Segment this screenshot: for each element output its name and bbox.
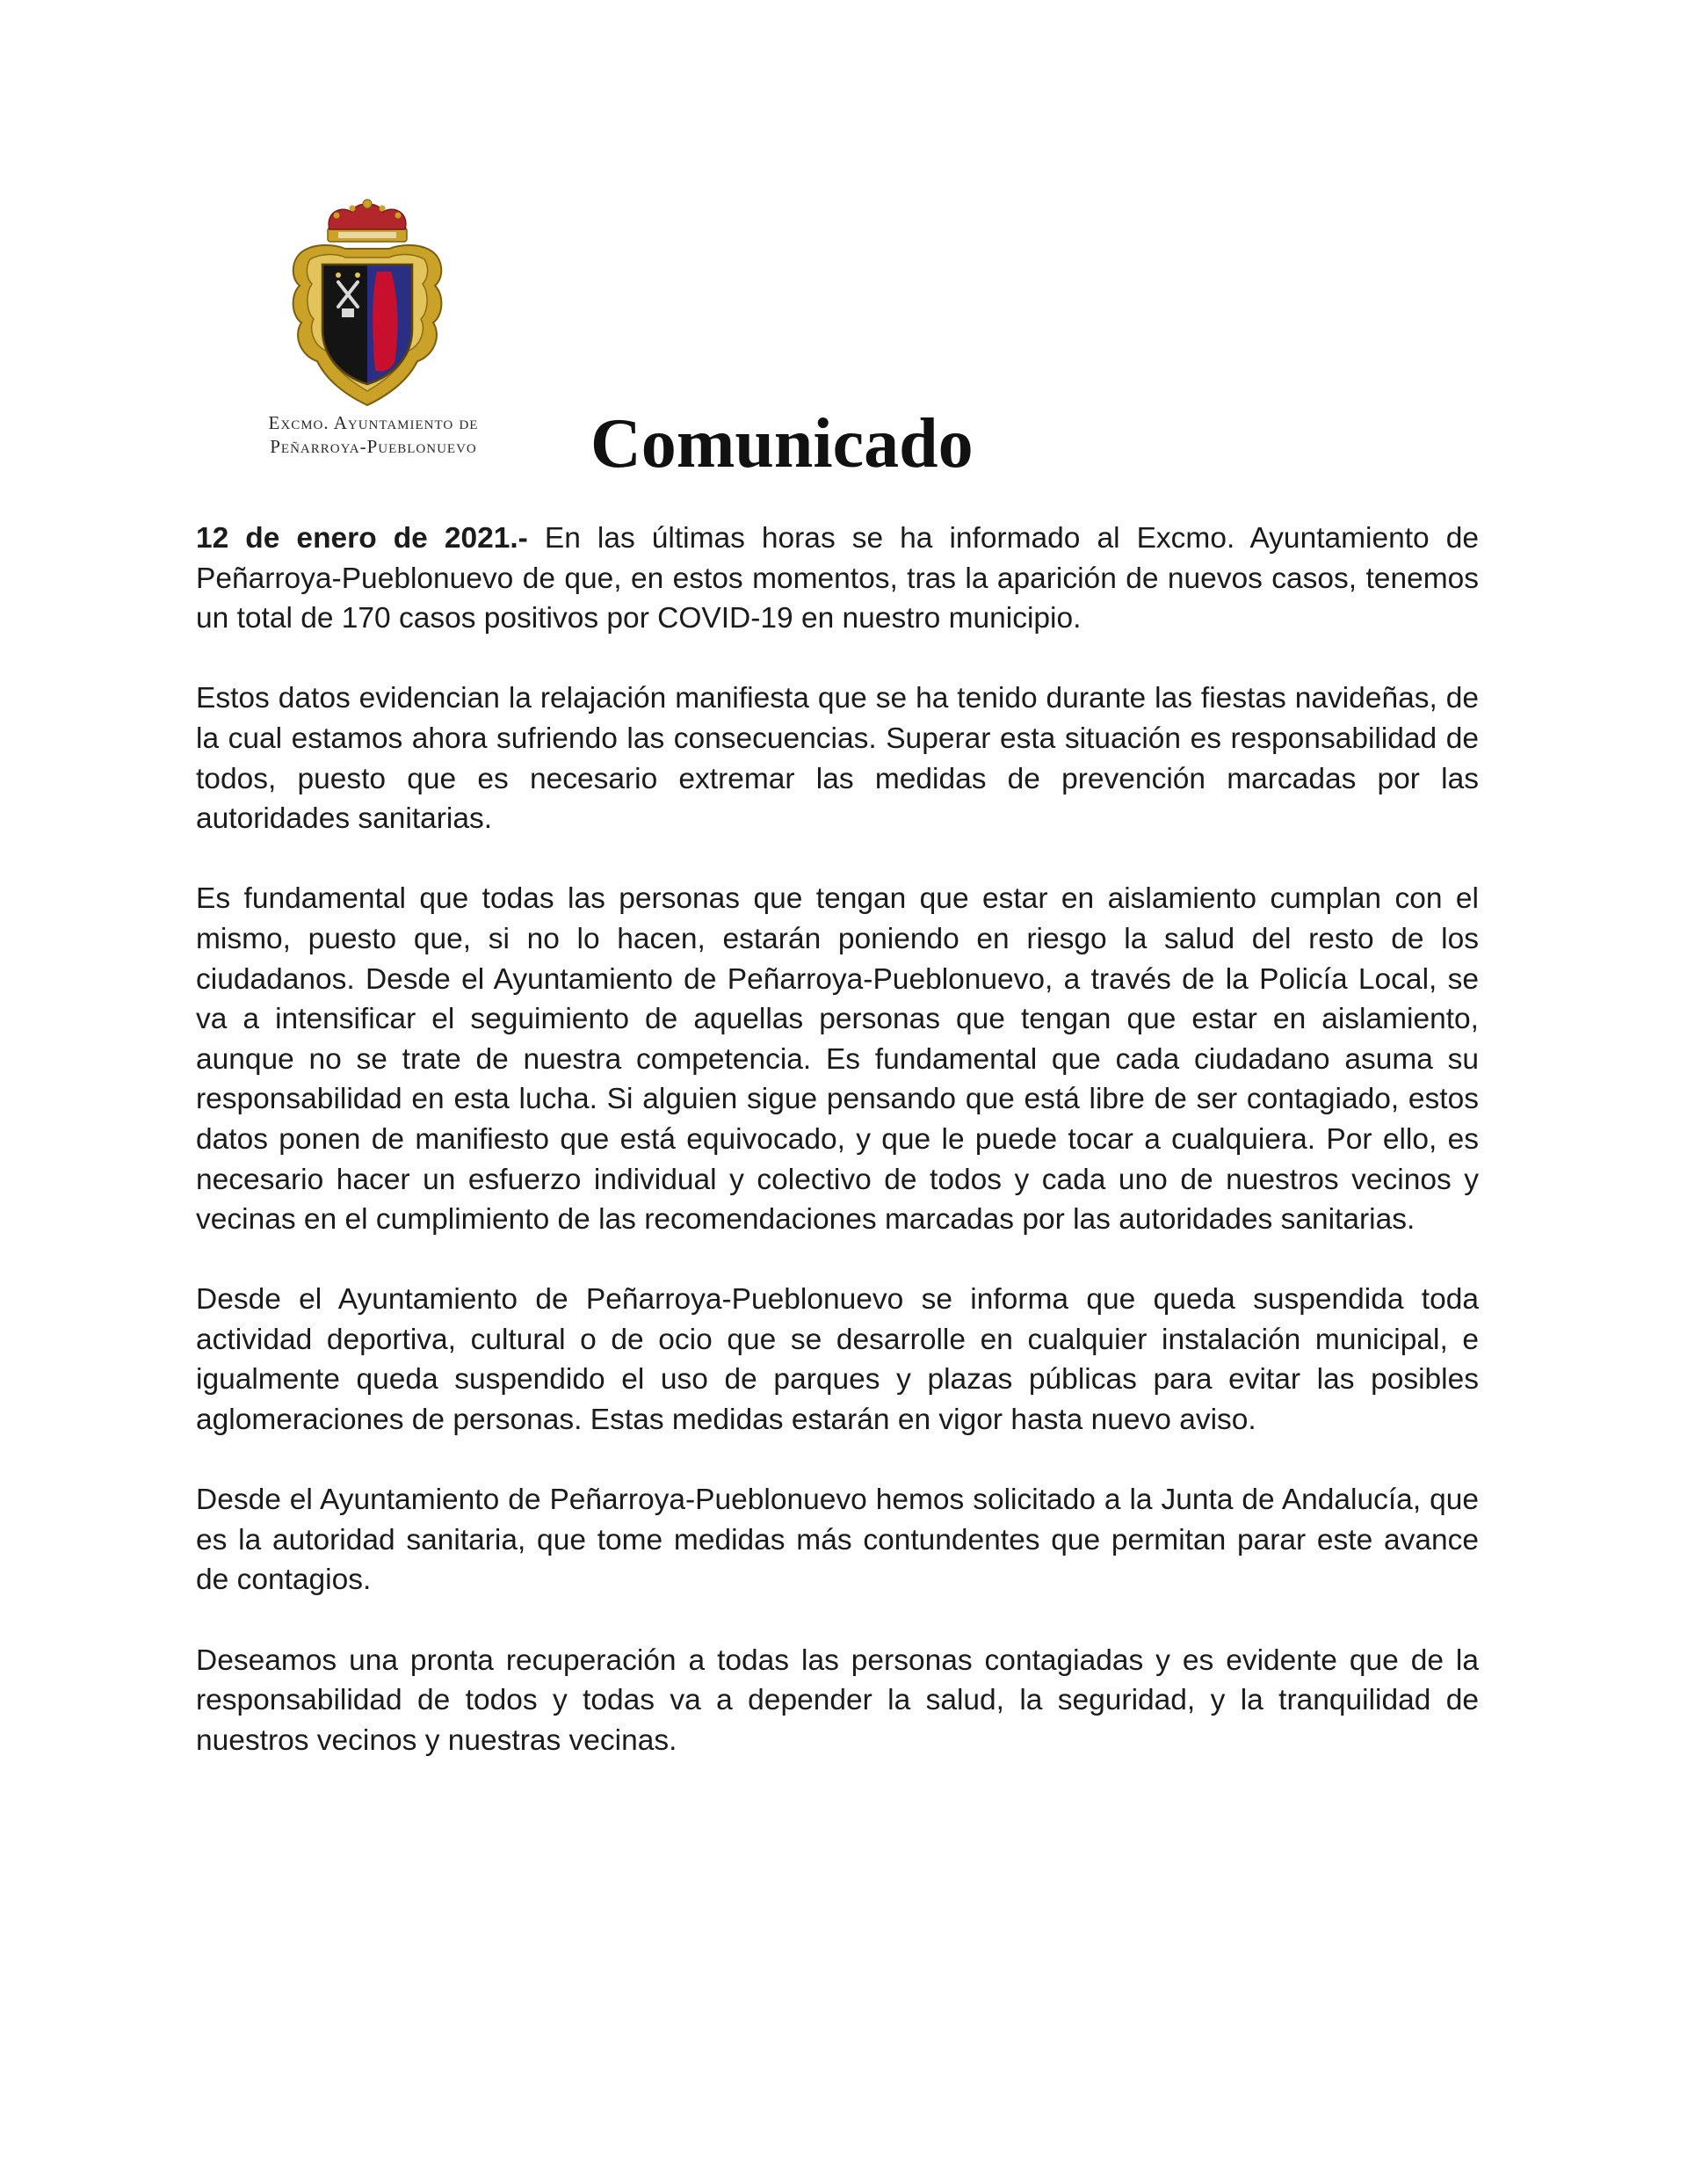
paragraph-3: Es fundamental que todas las personas que tengan que estar en aislamiento cumplan con el mismo, puesto que, si no lo hacen, estarán poniendo en riesgo la salud del resto de los ciudadanos. Desde el Ayuntamiento de Peñarroya-Pueblonuevo, a través de la Policía Local, se va a intensificar el seguimiento de aquellas personas que tengan que estar en aislamiento, aunque no se trate de nuestra competencia. Es fundamental que cada ciudadano asuma su responsabilidad en esta lucha. Si alguien sigue pensando que está libre de ser contagiado, estos datos ponen de manifiesto que está equivocado, y que le puede tocar a cualquiera. Por ello, es necesario hacer un esfuerzo individual y colectivo de todos y cada uno de nuestros vecinos y vecinas en el cumplimiento de las recomendaciones marcadas por las autoridades sanitarias.: [196, 882, 1479, 1237]
organization-name-line1: Excmo. Ayuntamiento de: [268, 412, 479, 433]
organization-name: [237, 411, 510, 459]
organization-name-line2: Peñarroya-Pueblonuevo: [270, 436, 477, 457]
crown-icon: [328, 200, 407, 242]
paragraph-1-text: En las últimas horas se ha informado al Excmo. Ayuntamiento de Peñarroya-Pueblonuevo de que, en estos momentos, tras la aparición de nuevos casos, tenemos un total de 170 casos positivos por COVID-19 en nuestro municipio.: [196, 522, 1479, 635]
paragraph-5: Desde el Ayuntamiento de Peñarroya-Pueblonuevo hemos solicitado a la Junta de Andalucía, que es la autoridad sanitaria, que tome medidas más contundentes que permitan parar este avance de contagios.: [196, 1484, 1479, 1597]
paragraph-6: Deseamos una pronta recuperación a todas las personas contagiadas y es evidente que de la responsabilidad de todos y todas va a depender la salud, la seguridad, y la tranquilidad de nuestros vecinos y nuestras vecinas.: [196, 1643, 1479, 1757]
document-title: Comunicado: [590, 405, 974, 483]
coat-of-arms-icon: [286, 198, 448, 409]
paragraph-2: Estos datos evidencian la relajación manifiesta que se ha tenido durante las fiestas navideñas, de la cual estamos ahora sufriendo las consecuencias. Superar esta situación es responsabilidad de todos, puesto que es necesario extremar las medidas de prevención marcadas por las autoridades sanitarias.: [196, 682, 1479, 836]
document-body: [196, 519, 1479, 1801]
document-date: 12 de enero de 2021.-: [196, 522, 528, 555]
paragraph-4: Desde el Ayuntamiento de Peñarroya-Pueblonuevo se informa que queda suspendida toda actividad deportiva, cultural o de ocio que se desarrolle en cualquier instalación municipal, e igualmente queda suspendido el uso de parques y plazas públicas para evitar las posibles aglomeraciones de personas. Estas medidas estarán en vigor hasta nuevo aviso.: [196, 1283, 1479, 1437]
paragraph-1: [196, 519, 1479, 639]
